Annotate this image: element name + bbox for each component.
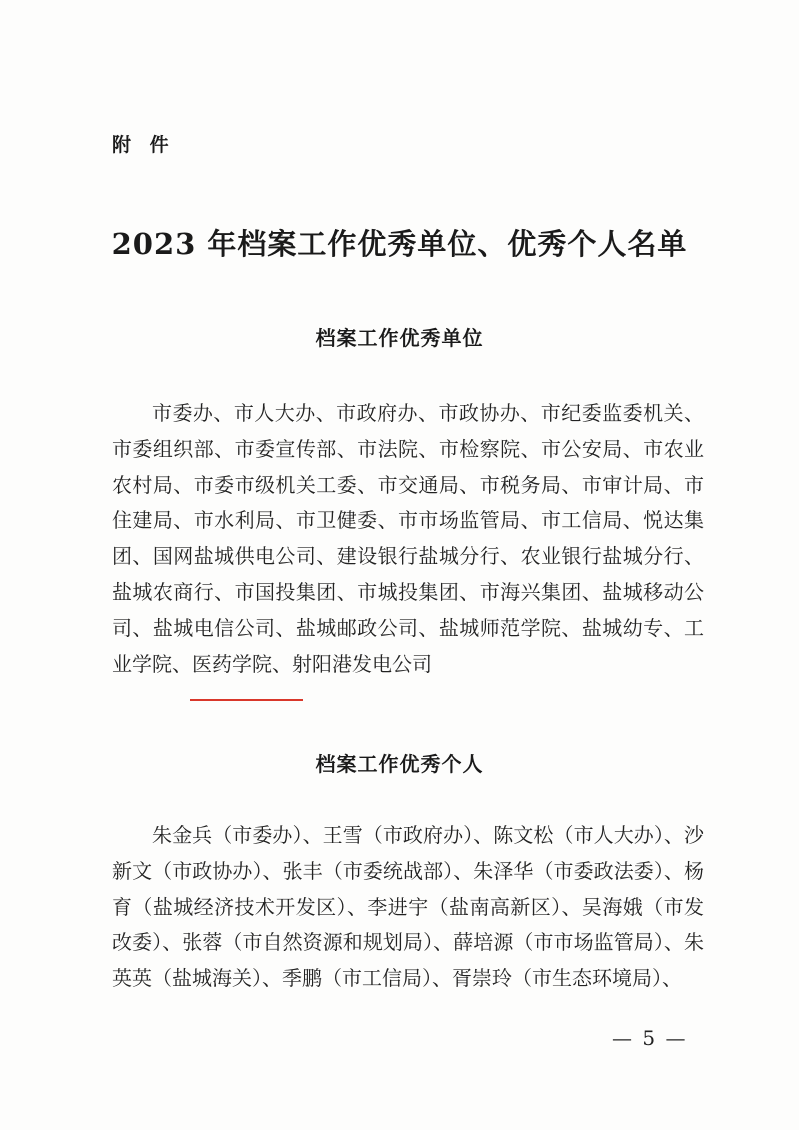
attachment-label: 附 件 <box>112 134 175 156</box>
section-heading-units: 档案工作优秀单位 <box>315 326 484 350</box>
persons-list-paragraph: 朱金兵（市委办）、王雪（市政府办）、陈文松（市人大办）、沙新文（市政协办）、张丰（市委统战部）、朱泽华（市委政法委）、杨育（盐城经济技术开发区）、李进宇（盐南高新区）、吴海娥（市发改委）、张蓉（市自然资源和规划局）、薛培源（市市场监管局）、朱英英（盐城海关）、季鹏（市工信局）、胥崇玲（市生态环境局）、 <box>112 823 704 991</box>
document-title: 2023 年档案工作优秀单位、优秀个人名单 <box>111 227 688 261</box>
page-number: — 5 — <box>612 1026 688 1050</box>
red-underline-annotation <box>190 699 303 701</box>
units-list-paragraph: 市委办、市人大办、市政府办、市政协办、市纪委监委机关、市委组织部、市委宣传部、市法院、市检察院、市公安局、市农业农村局、市委市级机关工委、市交通局、市税务局、市审计局、市住建局、市水利局、市卫健委、市市场监管局、市工信局、悦达集团、国网盐城供电公司、建设银行盐城分行、农业银行盐城分行、盐城农商行、市国投集团、市城投集团、市海兴集团、盐城移动公司、盐城电信公司、盐城邮政公司、盐城师范学院、盐城幼专、工业学院、医药学院、射阳港发电公司 <box>112 401 704 676</box>
section-heading-persons: 档案工作优秀个人 <box>315 752 484 776</box>
